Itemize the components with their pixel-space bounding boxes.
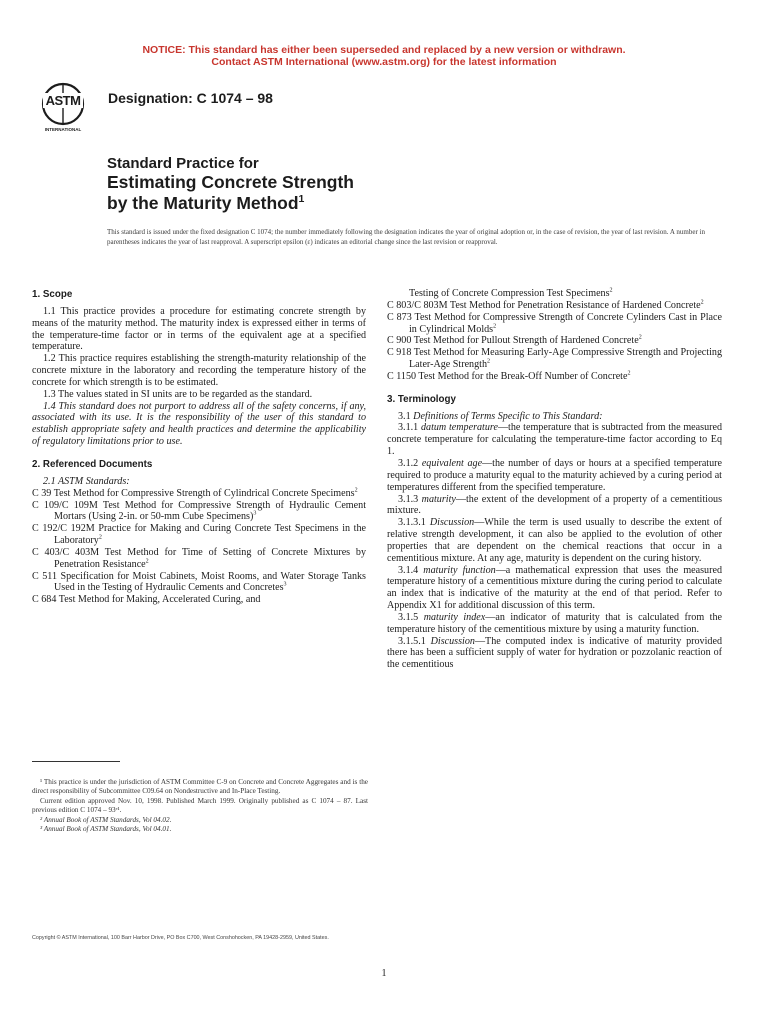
title-line-3: by the Maturity Method bbox=[107, 193, 299, 213]
term-3-1-1: 3.1.1 datum temperature—the temperature that is subtracted from the measured concrete temperature for calculating the temperature-time factor according to Eq 1. bbox=[387, 422, 722, 458]
page-number: 1 bbox=[381, 968, 387, 979]
term-3-1-4: 3.1.4 maturity function—a mathematical expression that uses the measured temperature history of a cementitious mixture during the curing period to calculate an index that is indicative of the maturity at the end of that period. Refer to Appendix X1 for additional discussion of this term. bbox=[387, 564, 722, 612]
referenced-item: C 873 Test Method for Compressive Strength of Concrete Cylinders Cast in Place in Cylindrical Molds$^2$ bbox=[387, 311, 722, 335]
referenced-item: C 39 Test Method for Compressive Strength of Cylindrical Concrete Specimens$^2$ bbox=[32, 487, 358, 499]
copyright-line: Copyright © ASTM International, 100 Barr Harbor Drive, PO Box C700, West Conshohocken, PA 19428-2959, United States. bbox=[32, 935, 329, 941]
issued-note: This standard is issued under the fixed designation C 1074; the number immediately following the designation indicates the year of original adoption or, in the case of revision, the year of last revision. A number in parentheses indicates the year of last reapproval. A superscript epsilon (ε) indicates an editorial change since the last revision or reapproval. bbox=[107, 228, 705, 246]
scope-1-4: 1.4 This standard does not purport to address all of the safety concerns, if any, associated with its use. It is the responsibility of the user of this standard to establish appropriate safety and health practices and determine the applicability of regulatory limitations prior to use. bbox=[32, 400, 366, 448]
footnote-2: ² Annual Book of ASTM Standards, Vol 04.02. bbox=[40, 815, 172, 824]
referenced-item: C 511 Specification for Moist Cabinets, Moist Rooms, and Water Storage Tanks Used in the Testing of Hydraulic Cements and Concretes$^3$ bbox=[32, 570, 366, 594]
referenced-list-right bbox=[387, 300, 722, 383]
footnote-rule bbox=[32, 761, 120, 762]
supersession-notice bbox=[0, 44, 768, 68]
document-title bbox=[107, 155, 354, 214]
footnote-3: ³ Annual Book of ASTM Standards, Vol 04.01. bbox=[40, 825, 172, 834]
notice-line-1: NOTICE: This standard has either been superseded and replaced by a new version or withdrawn. bbox=[142, 44, 626, 56]
designation: Designation: C 1074 – 98 bbox=[108, 90, 273, 106]
astm-logo-subtext: INTERNATIONAL bbox=[44, 127, 82, 132]
astm-logo bbox=[34, 82, 92, 134]
term-3-1-3: 3.1.3 maturity—the extent of the development of a property of a cementitious mixture. bbox=[387, 493, 722, 517]
astm-logo-text: ASTM bbox=[43, 93, 83, 108]
title-line-2: Estimating Concrete Strength bbox=[107, 172, 354, 192]
title-line-1: Standard Practice for bbox=[107, 155, 259, 172]
title-footnote-mark: 1 bbox=[298, 193, 305, 206]
scope-1-3: 1.3 The values stated in SI units are to be regarded as the standard. bbox=[43, 388, 313, 400]
term-3-1-2: 3.1.2 equivalent age—the number of days or hours at a specified temperature required to produce a maturity equal to the maturity achieved by a curing period at temperatures different from the specified temperature. bbox=[387, 457, 722, 493]
left-column bbox=[32, 289, 366, 606]
referenced-item: C 192/C 192M Practice for Making and Curing Concrete Test Specimens in the Laboratory$^2$ bbox=[32, 523, 366, 547]
referenced-item: C 109/C 109M Test Method for Compressive Strength of Hydraulic Cement Mortars (Using 2-in. or 50-mm Cube Specimens)$^3$ bbox=[32, 499, 366, 523]
referenced-heading: 2. Referenced Documents bbox=[32, 458, 153, 470]
referenced-item: C 918 Test Method for Measuring Early-Age Compressive Strength and Projecting Later-Age Strength$^2$ bbox=[387, 347, 722, 371]
term-3-1-5: 3.1.5 maturity index—an indicator of maturity that is calculated from the temperature history of the cementitious mixture by using a maturity function. bbox=[387, 611, 722, 635]
referenced-list-left bbox=[32, 488, 366, 606]
notice-line-2: Contact ASTM International (www.astm.org) for the latest information bbox=[211, 56, 557, 68]
footnote-1: ¹ This practice is under the jurisdiction of ASTM Committee C-9 on Concrete and Concrete Aggregates and is the direct responsibility of Subcommittee C09.64 on Nondestructive and In-Place Testing. bbox=[32, 778, 368, 796]
scope-heading: 1. Scope bbox=[32, 289, 73, 300]
referenced-item: C 900 Test Method for Pullout Strength of Hardened Concrete$^2$ bbox=[387, 335, 642, 347]
term-3-1-3-1: 3.1.3.1 Discussion—While the term is used usually to describe the extent of relative strength development, it can also be applied to the evolution of other properties that are dependent on the chemical reactions that occur in a cementitious mixture. At any age, maturity is dependent on the curing history. bbox=[387, 517, 723, 564]
referenced-item: C 803/C 803M Test Method for Penetration Resistance of Hardened Concrete$^2$ bbox=[387, 299, 704, 311]
term-3-1-5-1: 3.1.5.1 Discussion—The computed index is indicative of maturity provided there has been a sufficient supply of water for hydration or pozzolanic reaction of the cementitious bbox=[387, 635, 722, 671]
scope-1-1: 1.1 This practice provides a procedure for estimating concrete strength by means of the maturity method. The maturity index is expressed either in terms of the temperature-time factor or in terms of the equivalent age at a specified temperature. bbox=[32, 305, 366, 353]
referenced-item: C 1150 Test Method for the Break-Off Number of Concrete$^2$ bbox=[387, 370, 631, 382]
footnotes bbox=[32, 778, 368, 834]
term-3-1: 3.1 Definitions of Terms Specific to This Standard: bbox=[398, 410, 603, 422]
scope-1-2: 1.2 This practice requires establishing the strength-maturity relationship of the concrete mixture in the laboratory and recording the temperature history of the concrete for which strength is to be estimated. bbox=[32, 353, 366, 388]
astm-standards-subheading: 2.1 ASTM Standards: bbox=[43, 475, 130, 487]
terminology-heading: 3. Terminology bbox=[387, 393, 456, 405]
footnote-1-edition: Current edition approved Nov. 10, 1998. Published March 1999. Originally published as C 1074 – 87. Last previous edition C 1074 – 93ᵉ¹. bbox=[32, 796, 368, 815]
referenced-item: C 403/C 403M Test Method for Time of Setting of Concrete Mixtures by Penetration Resistance$^2$ bbox=[32, 546, 366, 570]
referenced-item: C 684 Test Method for Making, Accelerated Curing, and bbox=[32, 594, 261, 606]
referenced-item-continued: Testing of Concrete Compression Test Specimens$^2$ bbox=[409, 287, 613, 299]
right-column bbox=[387, 288, 722, 671]
